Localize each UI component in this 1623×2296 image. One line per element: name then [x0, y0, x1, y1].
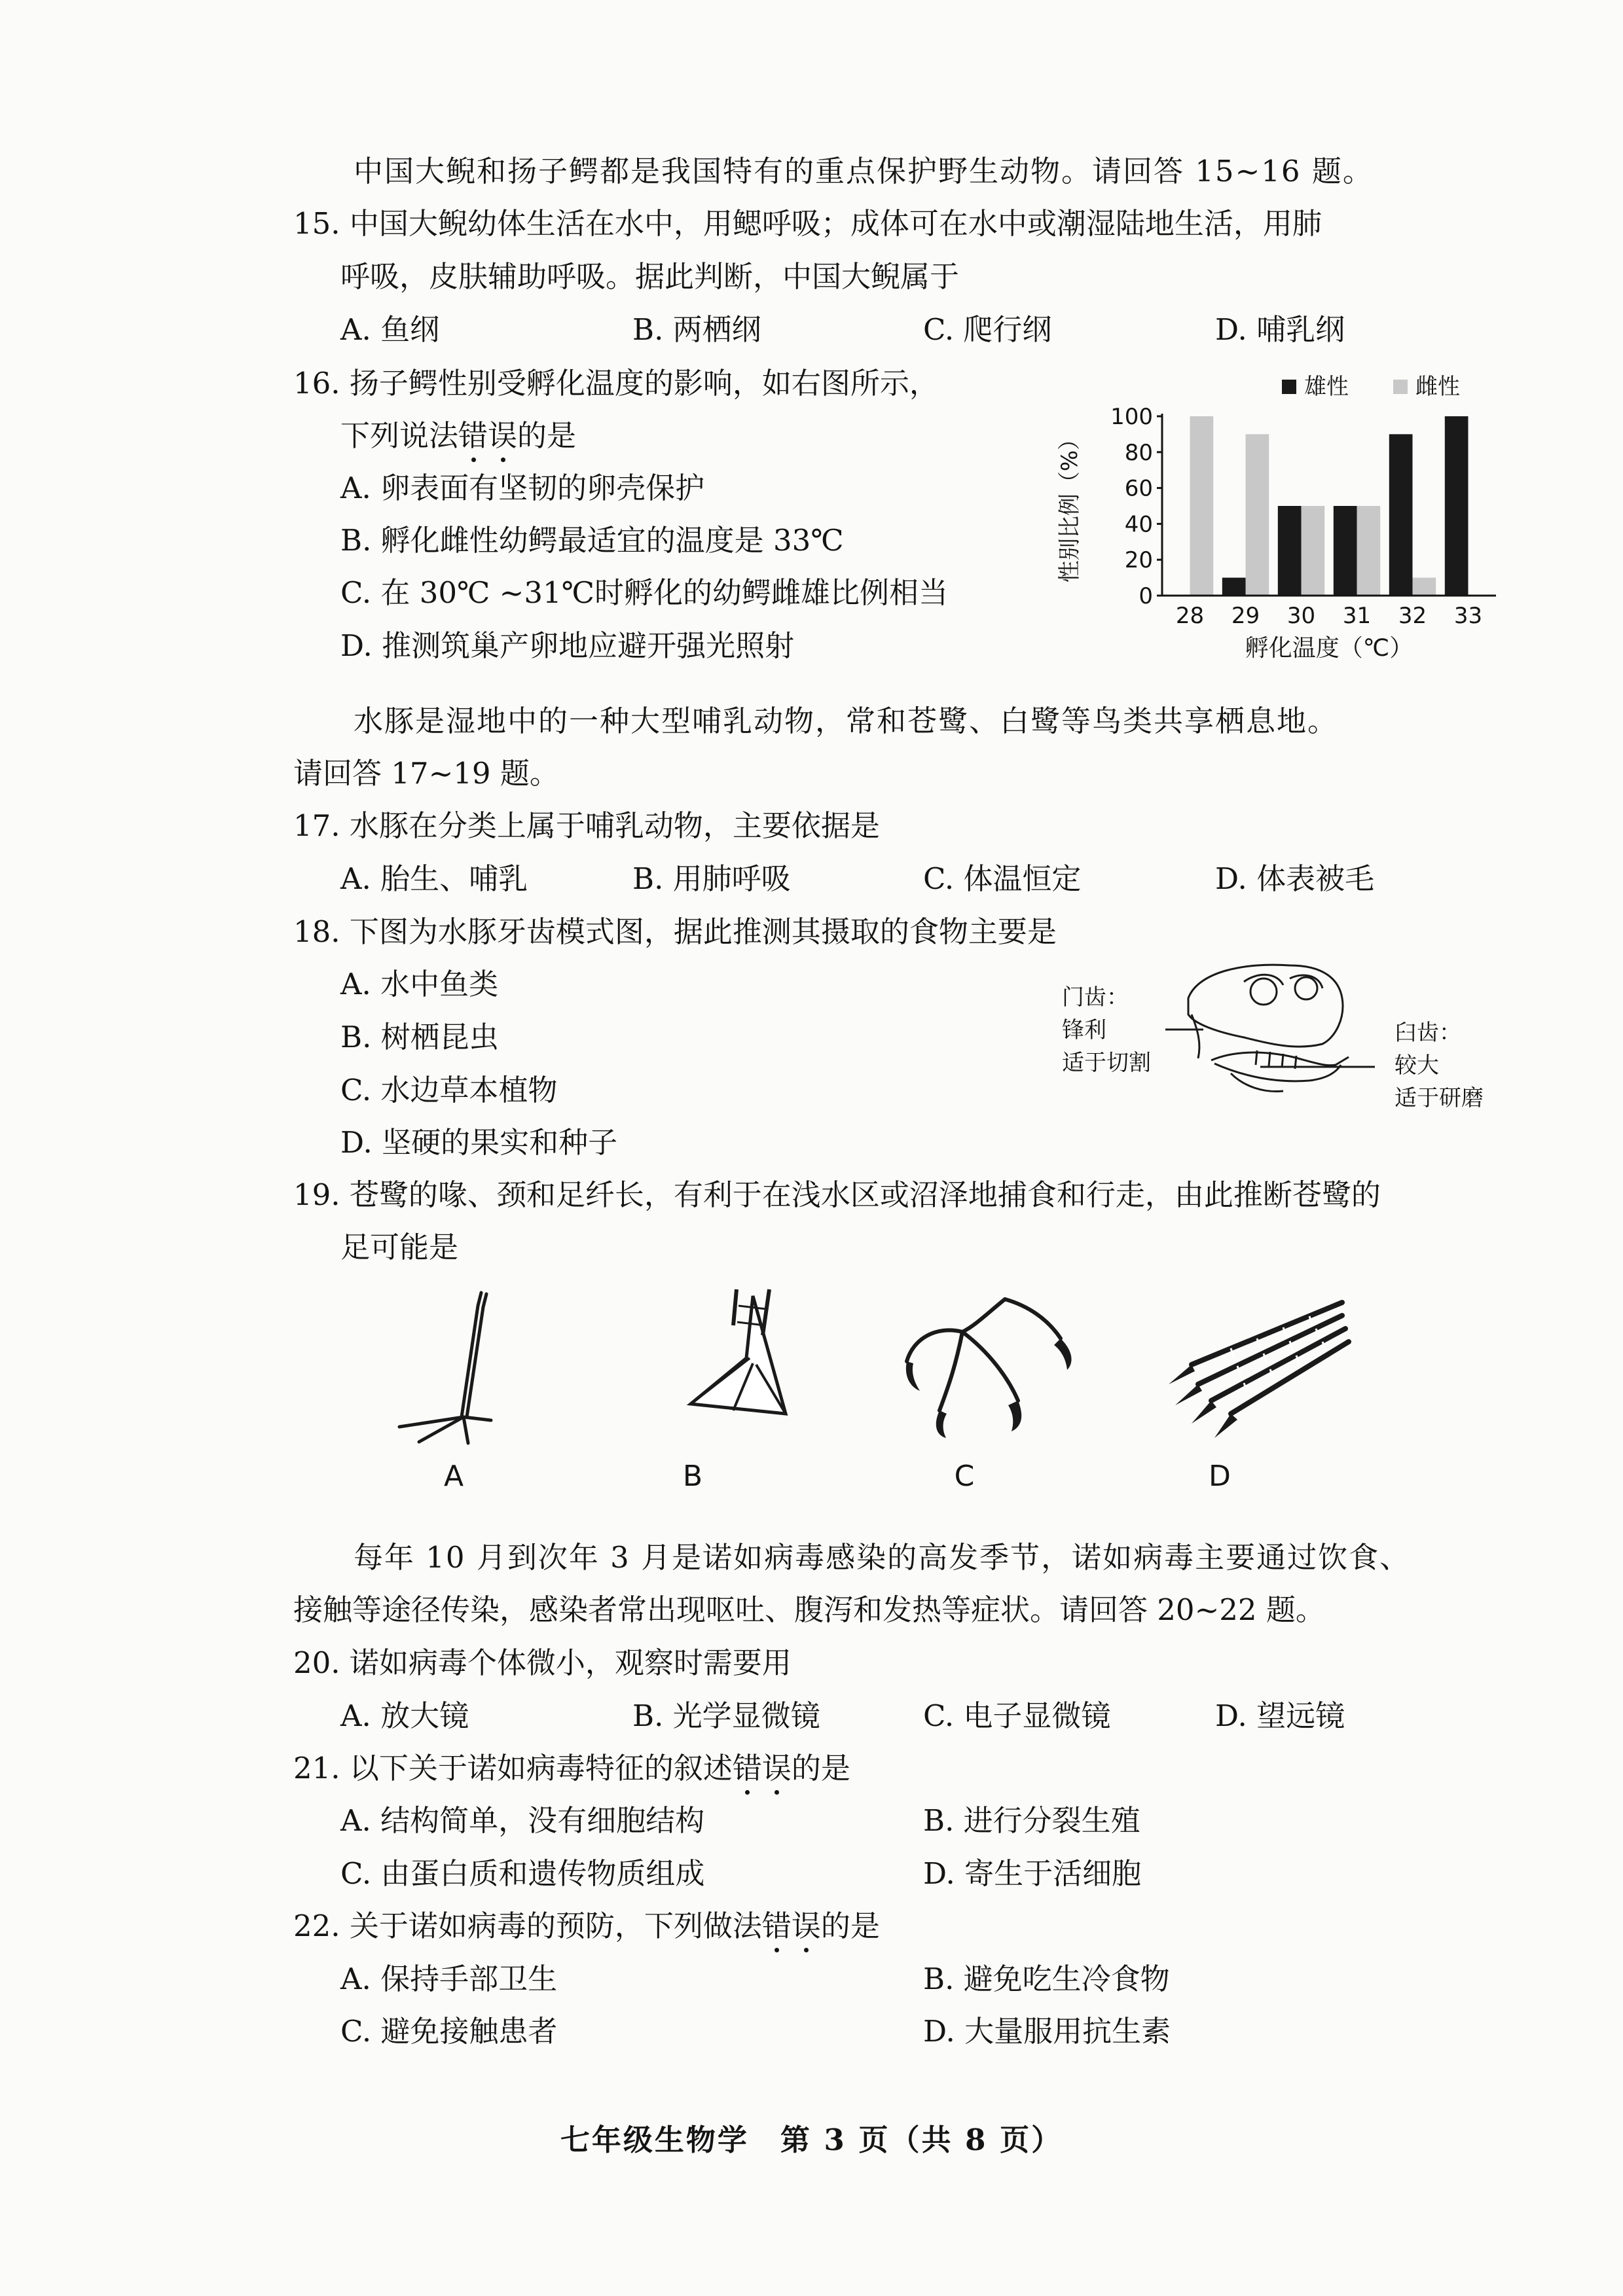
legend-label-female: 雌性	[1415, 374, 1460, 400]
q22-stem-post: 的是	[820, 1909, 880, 1943]
foot-a-long-leg-icon	[399, 1293, 491, 1443]
q18-option-b: B. 树栖昆虫	[340, 1020, 499, 1054]
foot-label-b: B	[682, 1460, 703, 1493]
bar-female-32	[1413, 578, 1436, 596]
q18-option-a: A. 水中鱼类	[340, 967, 499, 1001]
foot-label-a: A	[443, 1460, 464, 1493]
intro-15-16: 中国大鲵和扬子鳄都是我国特有的重点保护野生动物。请回答 15~16 题。	[354, 154, 1374, 188]
foot-b-webbed-icon	[691, 1289, 786, 1414]
capybara-skull-figure	[1048, 952, 1519, 1142]
bar-male-30	[1278, 506, 1302, 596]
q18-stem: 18. 下图为水豚牙齿模式图，据此推测其摄取的食物主要是	[293, 914, 1057, 949]
q20-option-b: B. 光学显微镜	[632, 1698, 820, 1733]
molar-label-grinding: 适于研磨	[1395, 1085, 1484, 1111]
q18-option-c: C. 水边草本植物	[340, 1073, 558, 1107]
q22-option-c: C. 避免接触患者	[340, 2014, 558, 2049]
q15-option-c: C. 爬行纲	[923, 312, 1052, 347]
q21-option-a: A. 结构简单，没有细胞结构	[340, 1803, 705, 1838]
chart-bars	[1190, 416, 1468, 596]
bar-male-29	[1222, 578, 1246, 596]
q21-stem	[293, 1749, 850, 1788]
sex-ratio-bar-chart	[1021, 353, 1532, 687]
foot-label-d: D	[1209, 1460, 1231, 1493]
incisor-label-title: 门齿：	[1062, 984, 1129, 1011]
legend-swatch-female	[1393, 380, 1408, 394]
y-tick-label: 20	[1124, 547, 1153, 574]
foot-c-talon-icon	[907, 1299, 1061, 1410]
intro-17-19-line1: 水豚是湿地中的一种大型哺乳动物，常和苍鹭、白鹭等鸟类共享栖息地。	[354, 704, 1339, 738]
q15-option-b: B. 两栖纲	[632, 312, 761, 347]
q21-stem-pre: 21. 以下关于诺如病毒特征的叙述	[293, 1751, 733, 1785]
incisor-label-cutting: 适于切割	[1062, 1050, 1151, 1076]
q18-option-d: D. 坚硬的果实和种子	[340, 1125, 618, 1160]
q16-option-d: D. 推测筑巢产卵地应避开强光照射	[340, 628, 795, 663]
bar-female-31	[1357, 506, 1381, 596]
x-tick-label: 33	[1453, 603, 1483, 629]
emphasis-dot-char: 误	[792, 1907, 821, 1946]
x-tick-label: 32	[1398, 603, 1427, 629]
q17-option-a: A. 胎生、哺乳	[340, 861, 528, 896]
emphasis-dot-char: 错	[458, 416, 488, 456]
q22-option-d: D. 大量服用抗生素	[923, 2014, 1171, 2049]
x-tick-label: 31	[1342, 603, 1372, 629]
bar-male-31	[1334, 506, 1357, 596]
q22-option-a: A. 保持手部卫生	[340, 1962, 558, 1996]
q20-stem: 20. 诺如病毒个体微小，观察时需要用	[293, 1645, 792, 1680]
q22-option-b: B. 避免吃生冷食物	[923, 1962, 1170, 1996]
x-axis-label: 孵化温度（℃）	[1245, 635, 1413, 662]
bar-female-29	[1246, 434, 1269, 596]
q16-stem-post: 的是	[517, 418, 577, 453]
q19-stem-line2: 足可能是	[340, 1230, 459, 1265]
q17-option-d: D. 体表被毛	[1215, 861, 1375, 896]
y-tick-label: 40	[1124, 511, 1153, 538]
q16-option-a: A. 卵表面有坚韧的卵壳保护	[340, 471, 705, 505]
q21-stem-post: 的是	[791, 1751, 850, 1785]
bar-female-30	[1302, 506, 1325, 596]
q16-option-b: B. 孵化雌性幼鳄最适宜的温度是 33℃	[340, 523, 844, 558]
bar-female-28	[1190, 416, 1214, 596]
q20-option-d: D. 望远镜	[1215, 1698, 1345, 1733]
q20-option-a: A. 放大镜	[340, 1698, 469, 1733]
page-footer: 七年级生物学 第 3 页（共 8 页）	[560, 2123, 1063, 2157]
q15-option-a: A. 鱼纲	[340, 312, 440, 347]
emphasis-dot-char: 误	[762, 1749, 792, 1788]
y-tick-label: 100	[1110, 404, 1153, 430]
emphasis-dot-char: 错	[762, 1907, 792, 1946]
emphasis-dot-char: 误	[488, 416, 517, 456]
q21-option-c: C. 由蛋白质和遗传物质组成	[340, 1856, 705, 1891]
foot-d-scaly-toes-icon	[1192, 1302, 1349, 1414]
q17-option-c: C. 体温恒定	[923, 861, 1082, 896]
bar-male-33	[1445, 416, 1468, 596]
incisor-label-sharp: 锋利	[1062, 1017, 1106, 1043]
q22-stem	[293, 1907, 880, 1946]
q16-stem-pre: 下列说法	[340, 418, 459, 453]
foot-d-claws	[1169, 1365, 1237, 1438]
q16-option-c: C. 在 30℃ ~31℃时孵化的幼鳄雌雄比例相当	[340, 575, 948, 610]
intro-20-22-line1: 每年 10 月到次年 3 月是诺如病毒感染的高发季节，诺如病毒主要通过饮食、	[354, 1540, 1411, 1575]
y-axis-label: 性别比例（%）	[1057, 427, 1083, 583]
q15-stem-line1: 15. 中国大鲵幼体生活在水中，用鳃呼吸；成体可在水中或潮湿陆地生活，用肺	[293, 206, 1322, 241]
intro-20-22-line2: 接触等途径传染，感染者常出现呕吐、腹泻和发热等症状。请回答 20~22 题。	[293, 1592, 1325, 1627]
q15-option-d: D. 哺乳纲	[1215, 312, 1345, 347]
foot-label-c: C	[954, 1460, 975, 1493]
legend-label-male: 雄性	[1304, 374, 1349, 400]
y-tick-label: 60	[1124, 475, 1153, 502]
y-tick-label: 0	[1139, 583, 1153, 609]
x-tick-label: 28	[1175, 603, 1205, 629]
q15-stem-line2: 呼吸，皮肤辅助呼吸。据此判断，中国大鲵属于	[340, 259, 960, 294]
y-tick-label: 80	[1124, 439, 1153, 466]
q19-stem-line1: 19. 苍鹭的喙、颈和足纤长，有利于在浅水区或沼泽地捕食和行走，由此推断苍鹭的	[293, 1177, 1381, 1212]
bar-male-32	[1389, 434, 1413, 596]
molar-label-title: 臼齿：	[1395, 1020, 1461, 1046]
x-tick-label: 30	[1286, 603, 1316, 629]
q20-option-c: C. 电子显微镜	[923, 1698, 1111, 1733]
legend-swatch-male	[1282, 380, 1296, 394]
emphasis-dot-char: 错	[733, 1749, 762, 1788]
q17-stem: 17. 水豚在分类上属于哺乳动物，主要依据是	[293, 808, 880, 843]
q22-stem-pre: 22. 关于诺如病毒的预防，下列做法	[293, 1909, 762, 1943]
q17-option-b: B. 用肺呼吸	[632, 861, 791, 896]
q21-option-d: D. 寄生于活细胞	[923, 1856, 1142, 1891]
q16-stem-line2	[340, 416, 576, 456]
x-tick-label: 29	[1231, 603, 1260, 629]
molar-label-large: 较大	[1395, 1052, 1439, 1079]
q16-stem-line1: 16. 扬子鳄性别受孵化温度的影响，如右图所示，	[293, 366, 939, 401]
capybara-skull-drawing	[1188, 965, 1349, 1091]
bird-feet-figures	[380, 1286, 1362, 1502]
q21-option-b: B. 进行分裂生殖	[923, 1803, 1140, 1838]
intro-17-19-line2: 请回答 17~19 题。	[293, 756, 559, 791]
